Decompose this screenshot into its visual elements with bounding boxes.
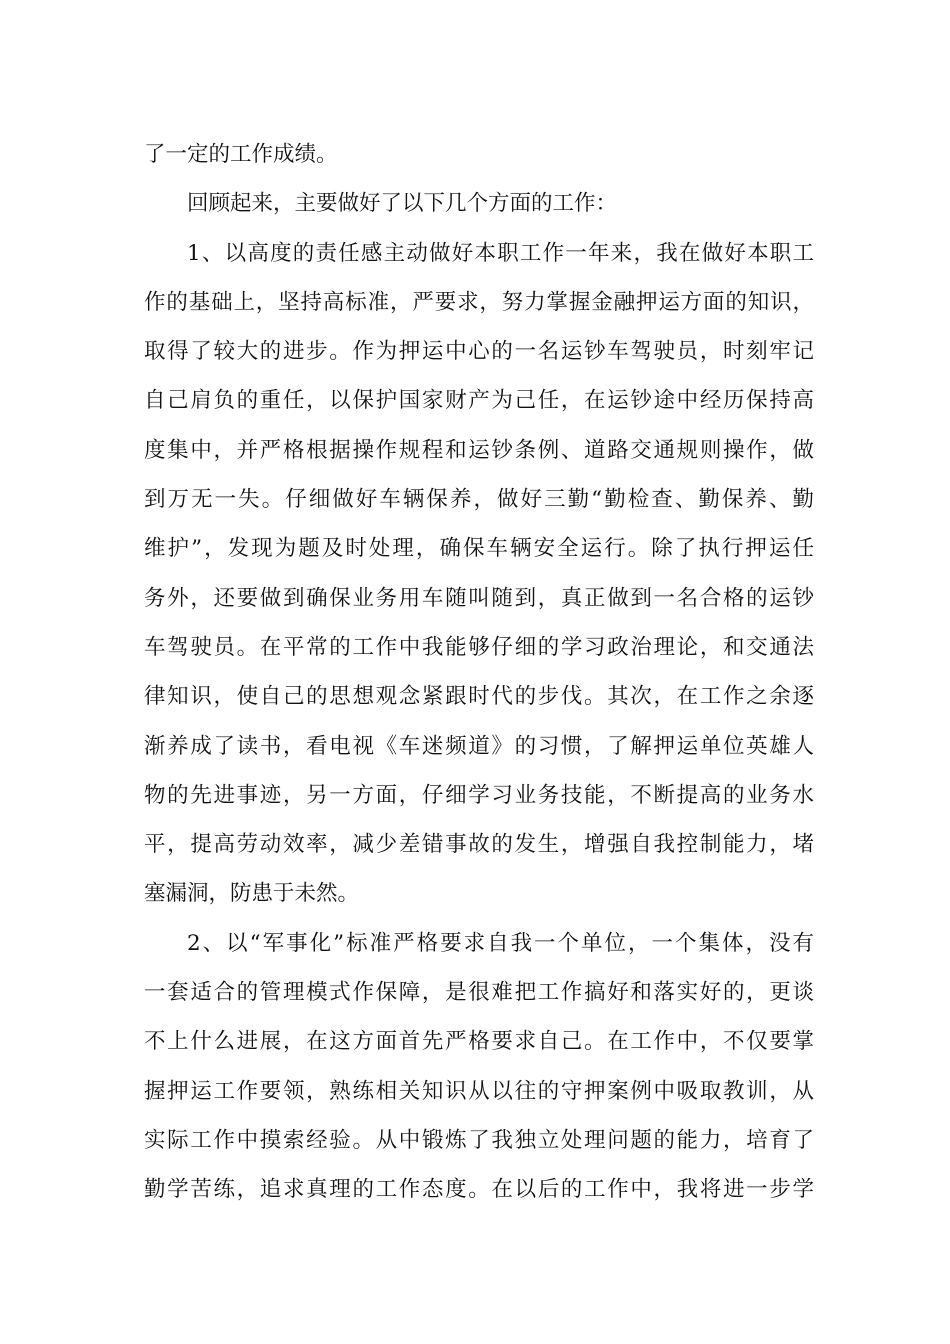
text-line: 度集中，并严格根据操作规程和运钞条例、道路交通规则操作，做 [144, 437, 814, 463]
text-line: 自己肩负的重任，以保护国家财产为己任，在运钞途中经历保持高 [144, 388, 814, 414]
text-line: 一套适合的管理模式作保障，是很难把工作搞好和落实好的，更谈 [144, 980, 814, 1006]
text-line: 握押运工作要领，熟练相关知识从以往的守押案例中吸取教训，从 [144, 1078, 814, 1104]
text-line: 律知识，使自己的思想观念紧跟时代的步伐。其次，在工作之余逐 [144, 684, 814, 710]
text-line: 渐养成了读书，看电视《车迷频道》的习惯，了解押运单位英雄人 [144, 733, 814, 759]
text-line: 实际工作中摸索经验。从中锻炼了我独立处理问题的能力，培育了 [144, 1127, 814, 1153]
text-line: 塞漏洞，防患于未然。 [144, 881, 360, 907]
text-line: 1、以高度的责任感主动做好本职工作一年来，我在做好本职工 [187, 240, 814, 266]
text-line: 勤学苦练，追求真理的工作态度。在以后的工作中，我将进一步学 [144, 1177, 814, 1203]
text-line: 回顾起来，主要做好了以下几个方面的工作： [187, 191, 618, 217]
text-line: 物的先进事迹，另一方面，仔细学习业务技能，不断提高的业务水 [144, 782, 814, 808]
text-line: 取得了较大的进步。作为押运中心的一名运钞车驾驶员，时刻牢记 [144, 339, 814, 365]
document-body [144, 130, 814, 1215]
text-line: 到万无一失。仔细做好车辆保养，做好三勤“勤检查、勤保养、勤 [144, 487, 814, 513]
text-line: 维护”，发现为题及时处理，确保车辆安全运行。除了执行押运任 [144, 536, 814, 562]
text-line: 了一定的工作成绩。 [144, 142, 338, 167]
text-line: 车驾驶员。在平常的工作中我能够仔细的学习政治理论，和交通法 [144, 634, 814, 660]
text-line: 务外，还要做到确保业务用车随叫随到，真正做到一名合格的运钞 [144, 585, 814, 611]
text-line: 不上什么进展，在这方面首先严格要求自己。在工作中，不仅要掌 [144, 1029, 814, 1055]
text-line: 作的基础上，坚持高标准，严要求，努力掌握金融押运方面的知识， [144, 289, 814, 315]
text-line: 平，提高劳动效率，减少差错事故的发生，增强自我控制能力，堵 [144, 832, 814, 858]
text-line: 2、以“军事化”标准严格要求自我一个单位，一个集体，没有 [187, 930, 814, 956]
